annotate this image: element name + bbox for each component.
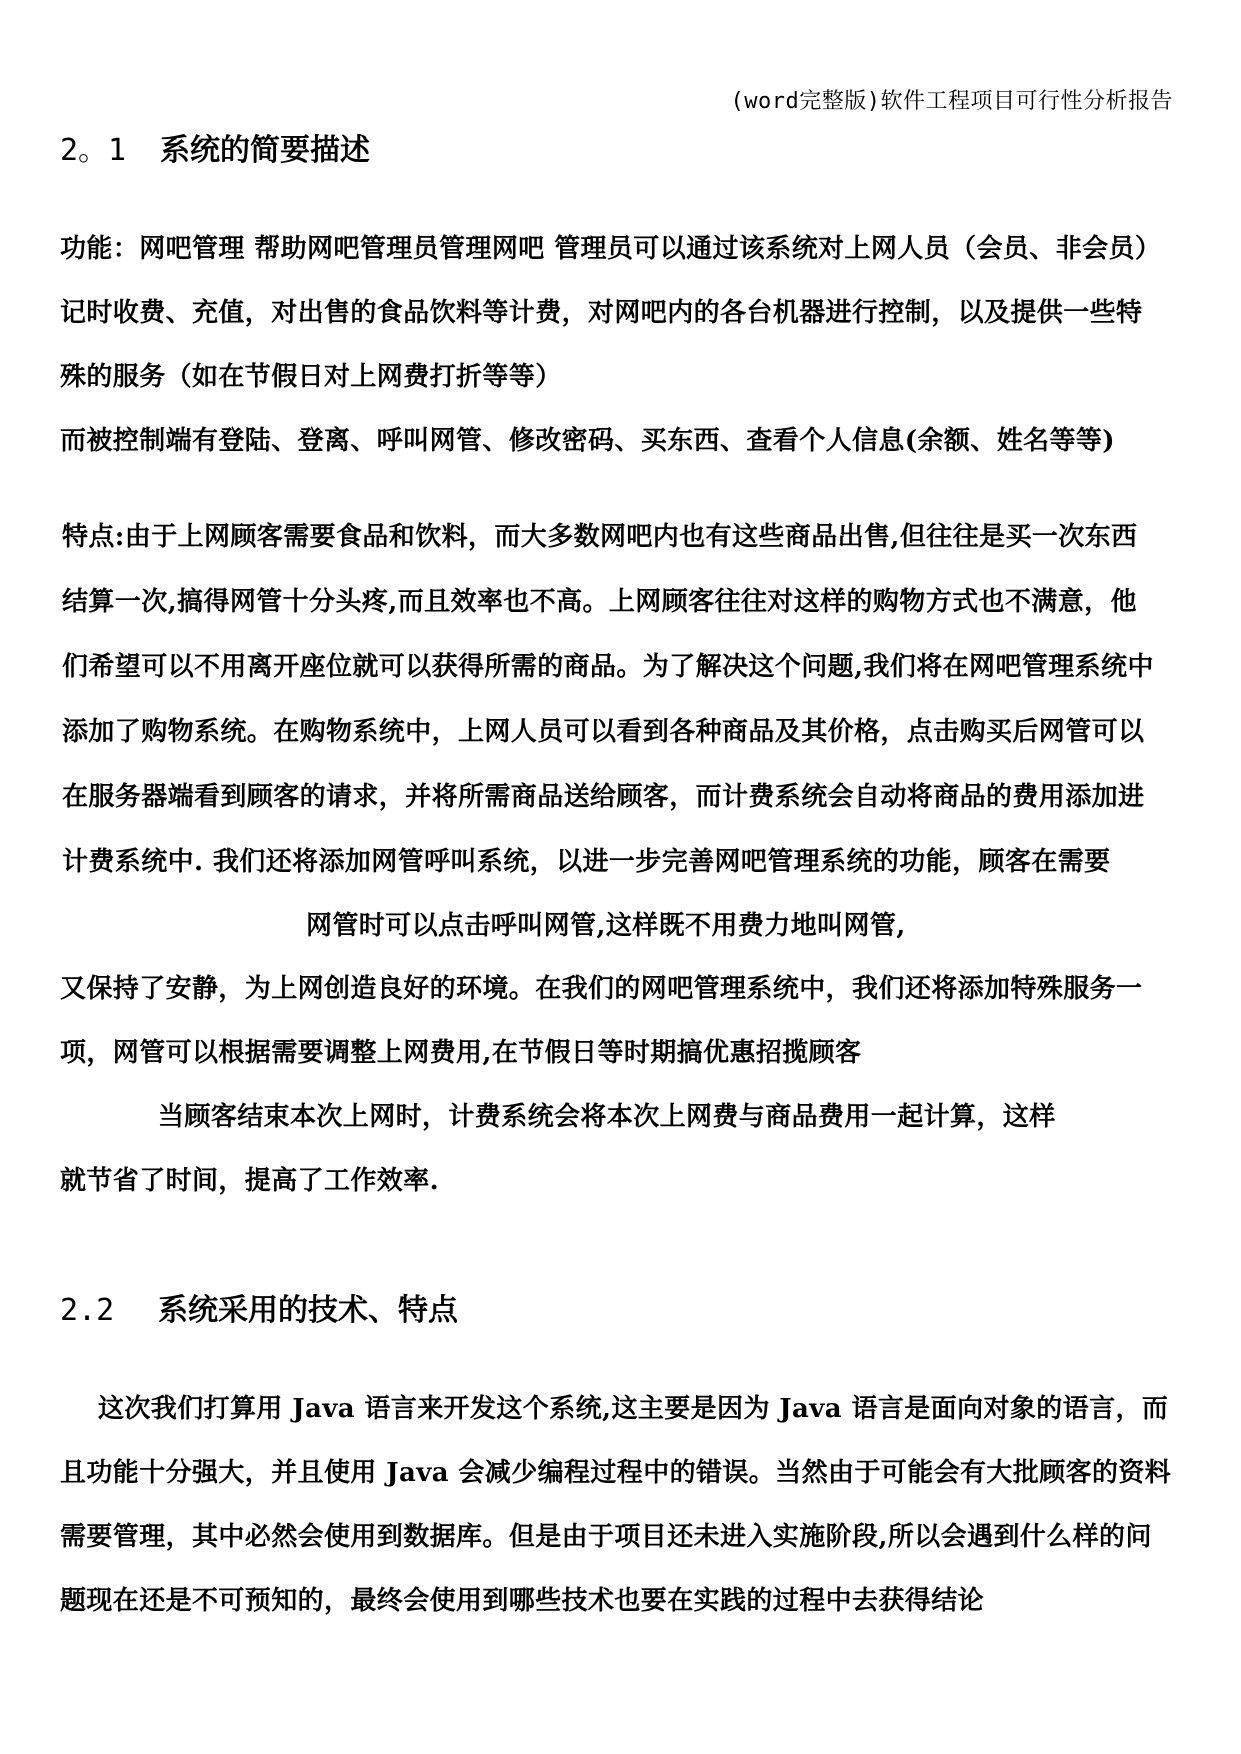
section-title: 系统采用的技术、特点 <box>158 1293 458 1328</box>
section-title: 系统的简要描述 <box>160 133 370 168</box>
running-header: (word完整版)软件工程项目可行性分析报告 <box>730 89 1173 114</box>
paragraph-line: 计费系统中. 我们还将添加网管呼叫系统，以进一步完善网吧管理系统的功能，顾客在需要 <box>62 847 1111 877</box>
section-number: 2.2 <box>60 1293 115 1328</box>
paragraph-line: 们希望可以不用离开座位就可以获得所需的商品。为了解决这个问题,我们将在网吧管理系统中 <box>62 652 1154 682</box>
paragraph-line: 网管时可以点击呼叫网管,这样既不用费力地叫网管, <box>306 911 906 941</box>
paragraph-line: 而被控制端有登陆、登离、呼叫网管、修改密码、买东西、查看个人信息(余额、姓名等等) <box>60 426 1116 456</box>
paragraph-line: 需要管理，其中必然会使用到数据库。但是由于项目还未进入实施阶段,所以会遇到什么样的问 <box>60 1522 1152 1552</box>
paragraph-line: 就节省了时间，提高了工作效率. <box>60 1166 440 1196</box>
paragraph-line: 特点:由于上网顾客需要食品和饮料，而大多数网吧内也有这些商品出售,但往往是买一次东西 <box>62 522 1138 552</box>
paragraph-line: 又保持了安静，为上网创造良好的环境。在我们的网吧管理系统中，我们还将添加特殊服务一 <box>60 974 1143 1004</box>
paragraph-line: 当顾客结束本次上网时，计费系统会将本次上网费与商品费用一起计算，这样 <box>158 1102 1056 1132</box>
section-number: 2。1 <box>60 133 127 168</box>
paragraph-line: 这次我们打算用 Java 语言来开发这个系统,这主要是因为 Java 语言是面向对象的语言，而 <box>98 1394 1169 1424</box>
paragraph-line: 在服务器端看到顾客的请求，并将所需商品送给顾客，而计费系统会自动将商品的费用添加进 <box>62 782 1145 812</box>
paragraph-line: 题现在还是不可预知的，最终会使用到哪些技术也要在实践的过程中去获得结论 <box>60 1586 985 1616</box>
section-heading-2-1 <box>60 132 370 170</box>
paragraph-line: 记时收费、充值，对出售的食品饮料等计费，对网吧内的各台机器进行控制，以及提供一些特 <box>60 298 1143 328</box>
paragraph-line: 殊的服务（如在节假日对上网费打折等等） <box>60 362 562 392</box>
paragraph-line: 功能：网吧管理 帮助网吧管理员管理网吧 管理员可以通过该系统对上网人员（会员、非会员） <box>60 234 1162 264</box>
section-heading-2-2 <box>60 1292 458 1330</box>
paragraph-line: 结算一次,搞得网管十分头疼,而且效率也不高。上网顾客往往对这样的购物方式也不满意，他 <box>62 587 1137 617</box>
paragraph-line: 项，网管可以根据需要调整上网费用,在节假日等时期搞优惠招揽顾客 <box>60 1038 862 1068</box>
paragraph-line: 添加了购物系统。在购物系统中，上网人员可以看到各种商品及其价格，点击购买后网管可以 <box>62 717 1145 747</box>
paragraph-line: 且功能十分强大，并且使用 Java 会减少编程过程中的错误。当然由于可能会有大批顾客的资料 <box>60 1458 1172 1488</box>
